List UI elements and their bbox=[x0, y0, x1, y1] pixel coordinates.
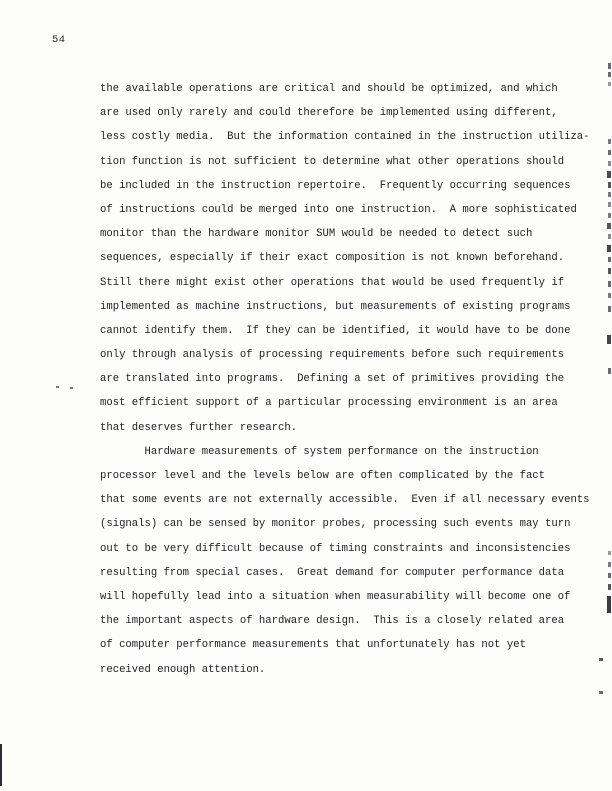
text-line: will hopefully lead into a situation when measurability will become one of bbox=[100, 590, 571, 603]
edge-mark bbox=[608, 368, 611, 374]
text-line: (signals) can be sensed by monitor probes, processing such events may turn bbox=[100, 518, 571, 531]
edge-mark bbox=[608, 82, 611, 86]
text-line: implemented as machine instructions, but measurements of existing programs bbox=[100, 300, 571, 313]
text-line: cannot identify them. If they can be identified, it would have to be done bbox=[100, 324, 571, 337]
edge-mark bbox=[608, 63, 611, 69]
text-line: resulting from special cases. Great demand for computer performance data bbox=[100, 566, 565, 579]
edge-mark bbox=[608, 562, 611, 567]
text-line: received enough attention. bbox=[100, 663, 266, 676]
edge-mark bbox=[599, 691, 603, 694]
text-line: tion function is not sufficient to determine what other operations should bbox=[100, 155, 565, 168]
text-line: Still there might exist other operations that would be used frequently if bbox=[100, 276, 565, 289]
text-line: that some events are not externally accessible. Even if all necessary events bbox=[100, 494, 590, 507]
edge-mark bbox=[608, 182, 611, 188]
edge-mark bbox=[608, 551, 611, 555]
text-line: monitor than the hardware monitor SUM would be needed to detect such bbox=[100, 228, 533, 241]
edge-mark bbox=[607, 171, 611, 178]
text-line: are used only rarely and could therefore be implemented using different, bbox=[100, 107, 558, 120]
edge-mark bbox=[608, 573, 611, 578]
edge-mark bbox=[608, 192, 611, 197]
text-line: Hardware measurements of system performance on the instruction bbox=[100, 445, 539, 458]
speck bbox=[56, 386, 59, 388]
edge-mark bbox=[0, 744, 2, 786]
edge-mark bbox=[607, 335, 611, 344]
edge-mark bbox=[608, 281, 611, 287]
text-line: processor level and the levels below are often complicated by the fact bbox=[100, 470, 546, 482]
text-line: out to be very difficult because of timing constraints and inconsistencies bbox=[100, 542, 571, 555]
text-line: are translated into programs. Defining a set of primitives providing the bbox=[100, 373, 565, 386]
text-line: most efficient support of a particular processing environment is an area bbox=[100, 397, 558, 410]
text-line: less costly media. But the information contained in the instruction utiliza- bbox=[100, 131, 590, 144]
edge-mark bbox=[608, 161, 611, 166]
edge-mark bbox=[608, 150, 611, 155]
body-text bbox=[100, 77, 605, 682]
speck bbox=[70, 387, 73, 389]
text-line: of computer performance measurements that unfortunately has not yet bbox=[100, 639, 526, 652]
edge-mark bbox=[608, 139, 611, 144]
page-number: 54 bbox=[52, 34, 66, 46]
edge-mark bbox=[607, 245, 611, 252]
edge-mark bbox=[607, 596, 611, 613]
text-line: of instructions could be merged into one instruction. A more sophisticated bbox=[100, 203, 577, 216]
text-line: be included in the instruction repertoire. Frequently occurring sequences bbox=[100, 179, 571, 192]
edge-mark bbox=[608, 257, 611, 262]
text-line: the important aspects of hardware design. This is a closely related area bbox=[100, 615, 565, 628]
edge-mark bbox=[608, 72, 611, 77]
edge-mark bbox=[608, 293, 611, 298]
edge-mark bbox=[608, 202, 611, 207]
edge-mark bbox=[607, 223, 611, 229]
text-line: the available operations are critical and should be optimized, and which bbox=[100, 83, 558, 95]
edge-mark bbox=[608, 584, 611, 590]
text-line: only through analysis of processing requirements before such requirements bbox=[100, 349, 565, 362]
edge-mark bbox=[608, 234, 611, 239]
text-line: sequences, especially if their exact composition is not known beforehand. bbox=[100, 252, 565, 265]
text-line: that deserves further research. bbox=[100, 421, 298, 434]
edge-mark bbox=[608, 306, 611, 312]
edge-mark bbox=[608, 268, 611, 274]
edge-mark bbox=[608, 213, 611, 218]
